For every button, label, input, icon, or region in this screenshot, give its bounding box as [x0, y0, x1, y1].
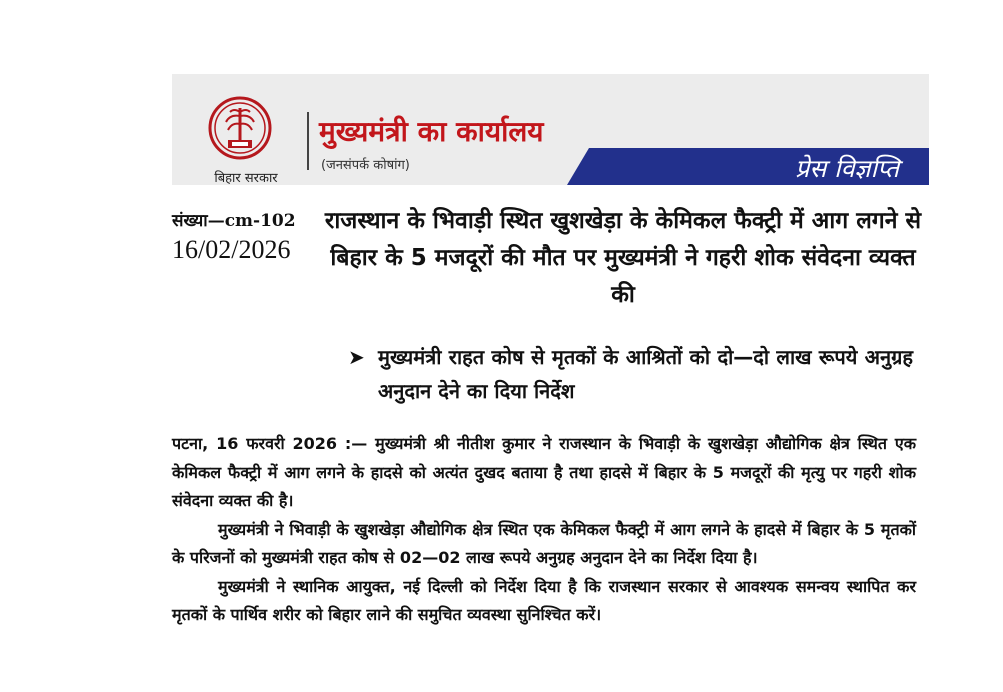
- state-name: बिहार सरकार: [214, 171, 278, 186]
- arrow-bullet-icon: ➤: [348, 345, 365, 369]
- office-subtitle: (जनसंपर्क कोषांग): [321, 158, 410, 173]
- press-release-banner: [567, 148, 929, 185]
- office-title: मुख्यमंत्री का कार्यालय: [319, 115, 544, 148]
- bihar-emblem-icon: [208, 96, 272, 160]
- headline: राजस्थान के भिवाड़ी स्थित खुशखेड़ा के केमिकल फैक्ट्री में आग लगने से बिहार के 5 मजदूरों की मौत पर मुख्यमंत्री ने गहरी शोक संवेदना व्यक्त की: [324, 208, 922, 308]
- paragraph-3: मुख्यमंत्री ने स्थानिक आयुक्त, नई दिल्ली को निर्देश दिया है कि राजस्थान सरकार से आवश्यक समन्वय स्थापित कर मृतकों के पार्थिव शरीर को बिहार लाने की समुचित व्यवस्था सुनिश्चित करें।: [172, 576, 916, 624]
- paragraph-1: पटना, 16 फरवरी 2026 :— मुख्यमंत्री श्री नीतीश कुमार ने राजस्थान के भिवाड़ी के खुशखेड़ा औद्योगिक क्षेत्र स्थित एक केमिकल फैक्ट्री में आग लगने के हादसे को अत्यंत दुखद बताया है तथा हादसे में बिहार के 5 मजदूरों की मृत्यु पर गहरी शोक संवेदना व्यक्त की है।: [172, 434, 916, 510]
- release-date: 16/02/2026: [172, 235, 291, 264]
- letterhead: [172, 74, 929, 185]
- header-divider: [307, 112, 309, 170]
- banner-label: प्रेस विज्ञप्ति: [795, 154, 899, 183]
- subheadline: मुख्यमंत्री राहत कोष से मृतकों के आश्रितों को दो—दो लाख रूपये अनुग्रह अनुदान देने का दिया निर्देश: [378, 345, 913, 403]
- release-number: संख्या—cm-102: [172, 211, 296, 231]
- paragraph-2: मुख्यमंत्री ने भिवाड़ी के खुशखेड़ा औद्योगिक क्षेत्र स्थित एक केमिकल फैक्ट्री में आग लगने के हादसे में बिहार के 5 मृतकों के परिजनों को मुख्यमंत्री राहत कोष से 02—02 लाख रूपये अनुग्रह अनुदान देने का निर्देश दिया है।: [172, 519, 916, 567]
- body: [172, 430, 916, 630]
